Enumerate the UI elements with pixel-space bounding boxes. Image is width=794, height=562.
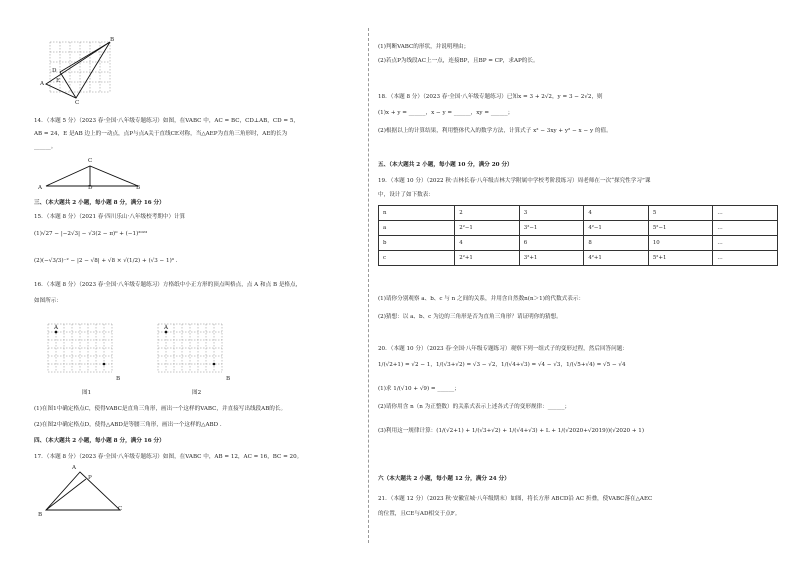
q15-expr1: (1)√27 − |−2√3| − √3(2 − π)⁰ + (−1)²⁰²³ <box>34 231 148 237</box>
q16-line1: 16．（本题 8 分）（2023 春·全国·八年级专题练习）方格纸中小正方形的顶点叫格点，点 A 和点 B 是格点， <box>34 282 302 288</box>
table-cell: 4²+1 <box>584 251 649 266</box>
table-row <box>379 236 778 251</box>
table-cell: 5 <box>648 206 713 221</box>
fig17-label-b: B <box>38 512 43 518</box>
fig-top-label-d: D <box>52 68 57 74</box>
fig-top-label-b: B <box>110 37 115 43</box>
table-cell: b <box>379 236 455 251</box>
table-cell: 3 <box>519 206 584 221</box>
fig14-label-b: B <box>136 185 141 191</box>
fig14-label-d: D <box>88 185 93 191</box>
q18-line2: (1)x + y = ______，x − y = ______，xy = ______； <box>378 110 514 116</box>
fig14-label-a: A <box>38 185 43 191</box>
left-column <box>34 0 379 562</box>
q19-line2: 中，设计了如下数表： <box>378 192 434 198</box>
grid2-caption: 图2 <box>192 390 202 396</box>
table-cell: 6 <box>519 236 584 251</box>
table-cell: … <box>713 221 778 236</box>
q20-part2: (2)请你用含 n（n 为正整数）的关系式表示上述各式子的变形规律：______； <box>378 404 571 410</box>
section-3-heading: 三、（本大题共 2 小题，每小题 8 分，满分 16 分） <box>34 200 165 206</box>
table-cell: 5²−1 <box>648 221 713 236</box>
q17-part2: (2)若点P为线段AC上一点，连接BP，且BP = CP，求AP的长。 <box>378 58 539 64</box>
fig17-label-p: P <box>88 475 92 481</box>
q18-line1: 18．（本题 8 分）（2023 春·全国·八年级专题练习）已知x = 3 + 2√2，y = 3 − 2√2，则 <box>378 94 603 100</box>
q20-part3: (3)利用这一规律计算：(1/(√2+1) + 1/(√3+√2) + 1/(√4+√3) + L + 1/(√2020+√2019))(√2020 + 1) <box>378 428 645 434</box>
table-cell: c <box>379 251 455 266</box>
q15-expr2: (2)(−√3/3)⁻² − |2 − √8| + √8 × √(1/2) + (√3 − 1)⁰ . <box>34 258 178 264</box>
table-cell: n <box>379 206 455 221</box>
table-cell: 2²+1 <box>455 251 520 266</box>
table-cell: 4 <box>455 236 520 251</box>
right-column <box>378 0 778 562</box>
fig14-label-c: C <box>88 158 93 164</box>
section-5-heading: 五、（本大题共 2 小题，每小题 10 分，满分 20 分） <box>378 162 513 168</box>
q15-line1: 15．（本题 8 分）（2021 春·四川乐山·八年级校考期中）计算 <box>34 214 186 220</box>
q14-line2: AB = 24，E 是AB 边上的一动点，点P与点A关于直线CE对称，当△AEP为直角三角形时，AE的长为 <box>34 131 288 137</box>
q14-line1: 14．（本题 5 分）（2023 春·全国·八年级专题练习）如图，在VABC 中，AC = BC，CD⊥AB，CD = 5， <box>34 118 300 124</box>
section-6-heading: 六（本大题共 2 小题，每小题 12 分，满分 24 分） <box>378 476 510 482</box>
table-cell: 8 <box>584 236 649 251</box>
table-cell: 2 <box>455 206 520 221</box>
q16-part1: (1)在图1中确定格点C，使得VABC是直角三角形，画出一个这样的VABC，并直接写出线段AB的长。 <box>34 406 287 412</box>
q14-line3: ______。 <box>34 144 57 150</box>
table-row <box>379 251 778 266</box>
fig-top-label-a: A <box>40 81 45 87</box>
q19-part2: (2)猜想：以 a、b、c 为边的三角形是否为直角三角形？请证明你的猜想。 <box>378 314 562 320</box>
table-cell: … <box>713 251 778 266</box>
q20-formula: 1/(√2+1) = √2 − 1，1/(√3+√2) = √3 − √2，1/(√4+√3) = √4 − √3，1/(√5+√4) = √5 − √4 <box>378 362 626 368</box>
table-cell: 10 <box>648 236 713 251</box>
table-cell: 4 <box>584 206 649 221</box>
grid-point-b <box>103 363 106 366</box>
table-cell: 4²−1 <box>584 221 649 236</box>
table-cell: 5²+1 <box>648 251 713 266</box>
q20-part1: (1)求 1/(√10 + √9) = ______； <box>378 386 460 392</box>
grid2-label-a: A <box>164 325 169 331</box>
fig17-label-a: A <box>72 465 77 471</box>
grid-point-b <box>213 363 216 366</box>
table-cell: … <box>713 236 778 251</box>
table-cell: 3²−1 <box>519 221 584 236</box>
table-cell: … <box>713 206 778 221</box>
section-4-heading: 四、（本大题共 2 小题，每小题 8 分，满分 16 分） <box>34 438 165 444</box>
q19-part1: (1)请你分别观察 a、b、c 与 n 之间的关系，并用含自然数n(n＞1)的代数式表示： <box>378 296 585 302</box>
q19-table <box>378 205 778 266</box>
grid1-caption: 图1 <box>82 390 92 396</box>
q16-line2: 如图所示： <box>34 298 62 304</box>
q17-part1: (1)判断VABC的形状，并说明理由； <box>378 44 470 50</box>
q20-line1: 20．（本题 10 分）（2023 春·全国·八年级专题练习）观察下列一组式子的变形过程，然后回答问题： <box>378 346 628 352</box>
grid1-label-b: B <box>116 376 121 382</box>
table-row <box>379 206 778 221</box>
q19-line1: 19．（本题 10 分）（2022 秋·吉林长春·八年级吉林大学附属中学校考阶段练习）周老师在一次“探究性学习”课 <box>378 178 651 184</box>
q21-line2: 的位置，且CE与AD相交于点F。 <box>378 511 461 517</box>
grid2-label-b: B <box>226 376 231 382</box>
table-row <box>379 221 778 236</box>
fig-top-label-e: E <box>56 78 61 84</box>
q17-line1: 17．（本题 8 分）（2023 春·全国·八年级专题练习）如图，在VABC 中，AB = 12，AC = 16，BC = 20。 <box>34 454 303 460</box>
q18-line3: (2)根据以上的计算结果，利用整体代入的数学方法，计算式子 x² − 3xy + y² − x − y 的值。 <box>378 128 612 134</box>
table-cell: 2²−1 <box>455 221 520 236</box>
q21-line1: 21．（本题 12 分）（2023 秋·安徽宣城·八年级期末）如图，将长方形 ABCD沿 AC 折叠，使VABC落在△AEC <box>378 496 653 502</box>
fig-top-label-c: C <box>75 100 80 106</box>
fig17-label-c: C <box>118 506 123 512</box>
grid1-label-a: A <box>54 325 59 331</box>
table-cell: a <box>379 221 455 236</box>
q16-part2: (2)在图2中确定格点D，使得△ABD是等腰三角形，画出一个这样的△ABD . <box>34 422 222 428</box>
table-cell: 3²+1 <box>519 251 584 266</box>
